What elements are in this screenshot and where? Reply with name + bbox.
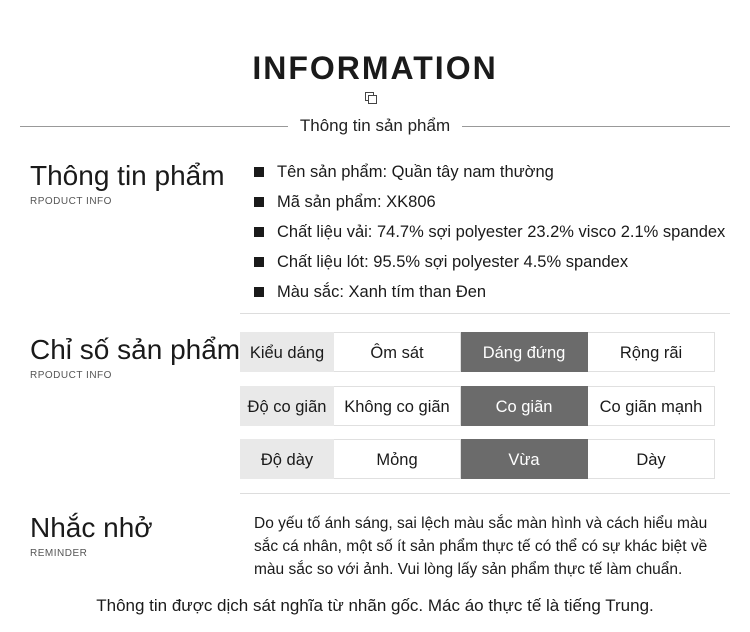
- product-info-heading: [30, 160, 225, 207]
- square-bullet-icon: [254, 167, 264, 177]
- divider-line-right: [462, 126, 730, 127]
- index-option: Mỏng: [334, 439, 461, 479]
- section-title: Nhắc nhở: [30, 512, 153, 543]
- index-option: Không co giãn: [334, 386, 461, 426]
- list-item-text: Màu sắc: Xanh tím than Đen: [277, 283, 487, 301]
- section-subtitle: REMINDER: [30, 548, 88, 559]
- list-item: [254, 187, 725, 217]
- list-item: [254, 247, 725, 277]
- index-option: Ôm sát: [334, 332, 461, 372]
- section-divider: [240, 493, 730, 494]
- section-divider: [240, 313, 730, 314]
- list-item-text: Tên sản phẩm: Quần tây nam thường: [277, 163, 554, 181]
- divider-line-left: [20, 126, 288, 127]
- square-bullet-icon: [254, 197, 264, 207]
- square-bullet-icon: [254, 227, 264, 237]
- index-option-selected: Co giãn: [461, 386, 588, 426]
- index-row-elasticity: [240, 386, 716, 426]
- product-info-list: [254, 157, 725, 307]
- reminder-heading: [30, 512, 153, 559]
- list-item: [254, 277, 725, 307]
- index-option-selected: Dáng đứng: [461, 332, 588, 372]
- section-subtitle: RPODUCT INFO: [30, 370, 112, 381]
- index-option: Dày: [588, 439, 715, 479]
- list-item-text: Chất liệu vải: 74.7% sợi polyester 23.2% visco 2.1% spandex: [277, 223, 726, 241]
- section-title: Chỉ số sản phẩm: [30, 334, 241, 365]
- index-row-style: [240, 332, 716, 372]
- list-item-text: Chất liệu lót: 95.5% sợi polyester 4.5% spandex: [277, 253, 629, 271]
- copy-icon: [365, 92, 377, 104]
- section-title: Thông tin phẩm: [30, 160, 225, 191]
- index-option: Co giãn mạnh: [588, 386, 715, 426]
- section-subtitle: RPODUCT INFO: [30, 196, 112, 207]
- list-item-text: Mã sản phẩm: XK806: [277, 193, 436, 211]
- list-item: [254, 157, 725, 187]
- index-row-label: Kiểu dáng: [240, 332, 334, 372]
- square-bullet-icon: [254, 287, 264, 297]
- square-bullet-icon: [254, 257, 264, 267]
- page-subtitle: Thông tin sản phẩm: [299, 116, 451, 135]
- index-row-label: Độ co giãn: [240, 386, 334, 426]
- subtitle-divider: [20, 114, 730, 138]
- product-index-heading: [30, 334, 240, 381]
- index-row-label: Độ dày: [240, 439, 334, 479]
- footer-note: Thông tin được dịch sát nghĩa từ nhãn gốc. Mác áo thực tế là tiếng Trung.: [96, 596, 654, 615]
- list-item: [254, 217, 725, 247]
- index-row-thickness: [240, 439, 716, 479]
- index-option: Rộng rãi: [588, 332, 715, 372]
- index-option-selected: Vừa: [461, 439, 588, 479]
- reminder-text: Do yếu tố ánh sáng, sai lệch màu sắc màn hình và cách hiểu màu sắc cá nhân, một số ít sản phẩm thực tế có thể có sự khác biệt về màu sắc so với ảnh. Vui lòng lấy sản phẩm thực tế làm chuẩn.: [254, 515, 708, 578]
- page-title: INFORMATION: [252, 50, 498, 86]
